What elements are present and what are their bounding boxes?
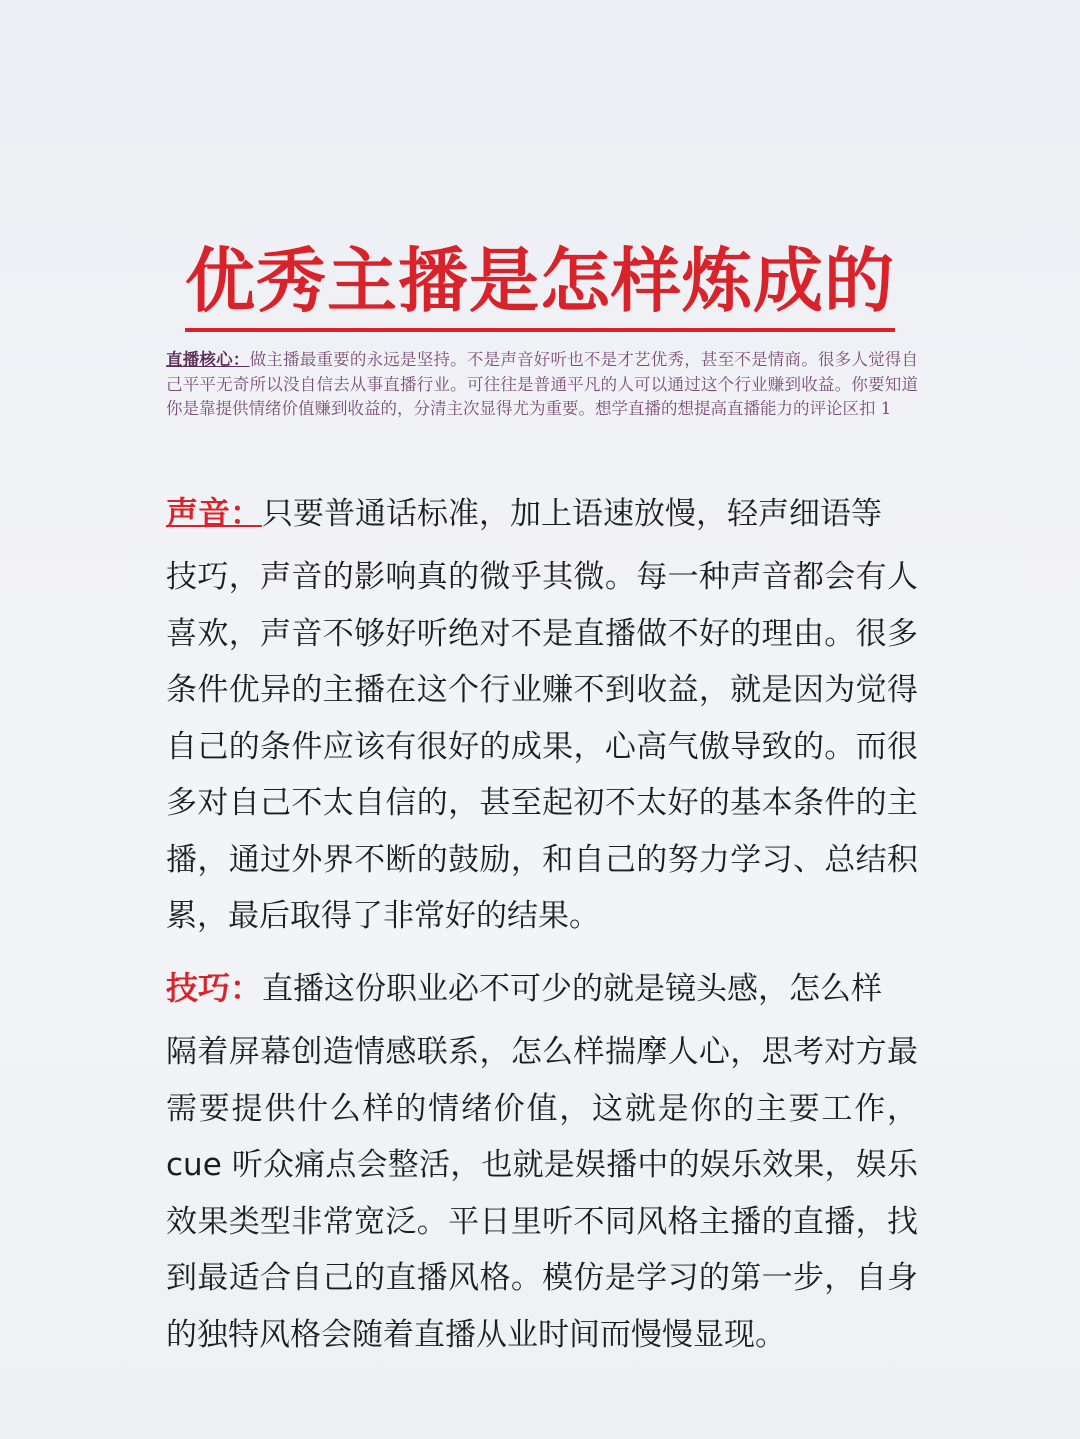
page-title-text: 优秀主播是怎样炼成的: [185, 236, 895, 332]
section-skill-body: 隔着屏幕创造情感联系，怎么样揣摩人心，思考对方最需要提供什么样的情绪价值，这就是你的主要工作，cue 听众痛点会整活，也就是娱播中的娱乐效果，娱乐效果类型非常宽泛。平日里听不同风格主播的直播，找到最适合自己的直播风格。模仿是学习的第一步，自身的独特风格会随着直播从业时间而慢慢显现。: [166, 1034, 918, 1353]
page-title: [0, 236, 1080, 332]
section-skill: [166, 953, 918, 1363]
section-skill-heading: 技巧：: [166, 969, 263, 1007]
intro-paragraph: [166, 348, 918, 422]
intro-text: 做主播最重要的永远是坚持。不是声音好听也不是才艺优秀，甚至不是情商。很多人觉得自己平平无奇所以没自信去从事直播行业。可往往是普通平凡的人可以通过这个行业赚到收益。你要知道你是靠提供情绪价值赚到收益的，分清主次显得尤为重要。想学直播的想提高直播能力的评论区扣 1: [166, 350, 919, 418]
section-skill-lead: 直播这份职业必不可少的就是镜头感，怎么样: [262, 971, 883, 1007]
section-voice-lead: 只要普通话标准，加上语速放慢，轻声细语等: [262, 496, 883, 532]
section-voice: [166, 478, 918, 945]
section-voice-body: 技巧，声音的影响真的微乎其微。每一种声音都会有人喜欢，声音不够好听绝对不是直播做不好的理由。很多条件优异的主播在这个行业赚不到收益，就是因为觉得自己的条件应该有很好的成果，心高气傲导致的。而很多对自己不太自信的，甚至起初不太好的基本条件的主播，通过外界不断的鼓励，和自己的努力学习、总结积累，最后取得了非常好的结果。: [166, 559, 918, 934]
section-skill-first-line: [166, 953, 918, 1024]
section-voice-first-line: [166, 478, 918, 549]
intro-label: 直播核心：: [166, 350, 250, 369]
section-voice-heading: 声音：: [166, 494, 263, 532]
